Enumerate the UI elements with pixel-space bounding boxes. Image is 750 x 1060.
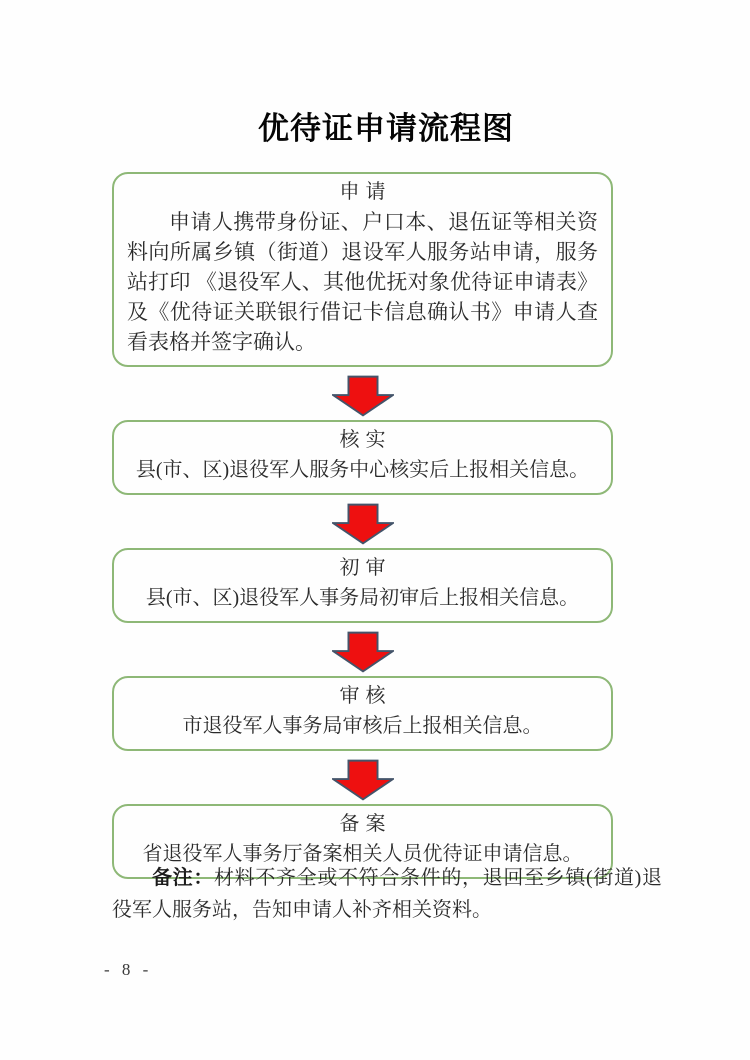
- footnote: [112, 862, 662, 926]
- step-text: 县(市、区)退役军人事务局初审后上报相关信息。: [145, 587, 580, 609]
- flowchart: [112, 172, 613, 879]
- flow-step-verify: [112, 420, 613, 495]
- step-text: 省退役军人事务厅备案相关人员优待证申请信息。: [142, 843, 583, 865]
- flow-step-initial-review: [112, 548, 613, 623]
- down-arrow-icon: [332, 631, 394, 673]
- step-text: 县(市、区)退役军人服务中心核实后上报相关信息。: [135, 459, 590, 481]
- flow-step-audit: [112, 676, 613, 751]
- step-label: 初审: [339, 557, 392, 579]
- step-text: 市退役军人事务局审核后上报相关信息。: [182, 715, 543, 737]
- down-arrow-icon: [332, 759, 394, 801]
- down-arrow-icon: [332, 503, 394, 545]
- step-text: 申请人携带身份证、户口本、退伍证等相关资料向所属乡镇（街道）退设军人服务站申请，服务站打印 《退役军人、其他优抚对象优待证申请表》及《优待证关联银行借记卡信息确认书》申请人查看表格并签字确认。: [127, 210, 598, 354]
- down-arrow-icon: [332, 375, 394, 417]
- step-label: 备案: [339, 813, 392, 835]
- step-label: 申请: [339, 181, 392, 203]
- step-label: 审核: [339, 685, 392, 707]
- page-title: 优待证申请流程图: [258, 111, 514, 146]
- footnote-text: 材料不齐全或不符合条件的，退回至乡镇(街道)退役军人服务站，告知申请人补齐相关资料。: [112, 867, 663, 921]
- page-number: - 8 -: [104, 960, 153, 979]
- flow-step-apply: [112, 172, 613, 367]
- footnote-label: 备注：: [152, 867, 215, 889]
- step-label: 核实: [339, 429, 392, 451]
